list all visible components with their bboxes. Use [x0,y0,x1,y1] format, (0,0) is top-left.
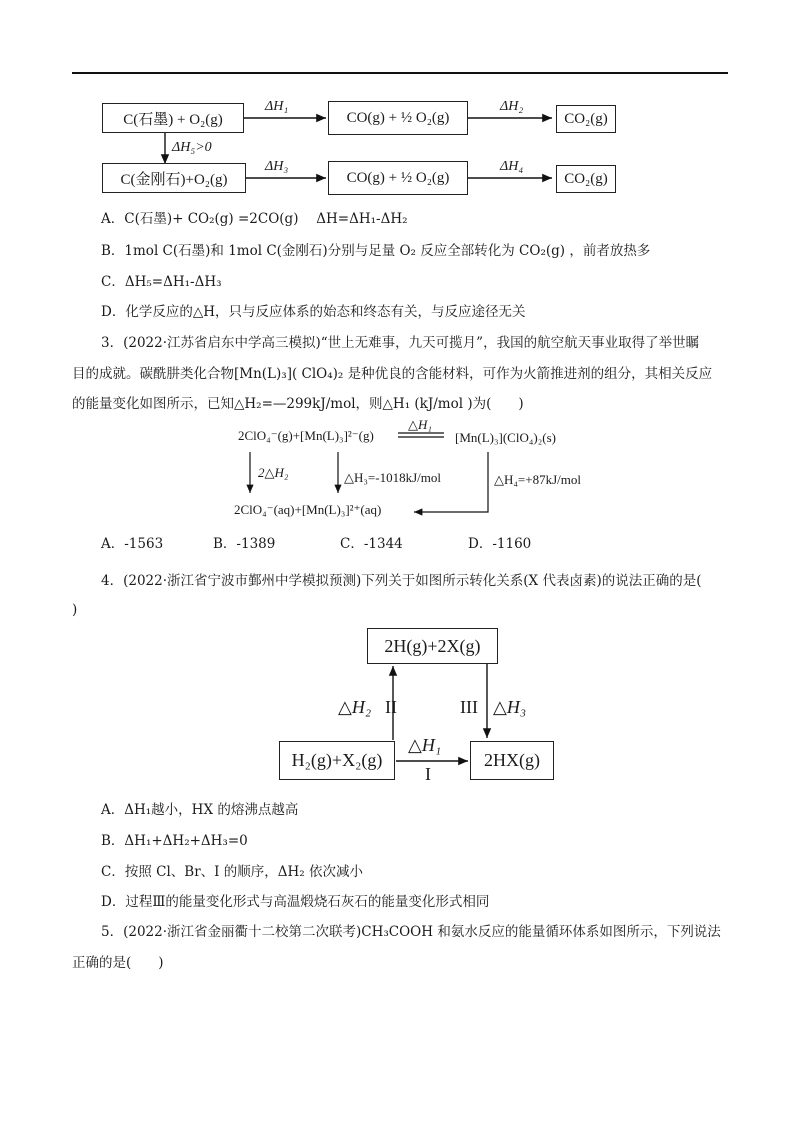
q3-left-top: 2ClO₄⁻(g)+[Mn(L)₃]²⁻(g) [238,428,374,443]
q2-option-c: C．ΔH₅=ΔH₁-ΔH₃ [101,274,222,290]
q4-stem-line2: ) [72,602,78,618]
q2-option-b: B．1mol C(石墨)和 1mol C(金刚石)分别与足量 O₂ 反应全部转化为 CO₂(g) ，前者放热多 [101,243,651,259]
q4-option-d: D．过程Ⅲ的能量变化形式与高温煅烧石灰石的能量变化形式相同 [101,894,490,910]
q3-stem-line1: 3．(2022·江苏省启东中学高三模拟)“世上无难事，九天可揽月”，我国的航空航天事业取得了举世瞩 [101,335,700,351]
q2-option-d: D．化学反应的△H，只与反应体系的始态和终态有关，与反应途径无关 [101,304,526,320]
q4-roman-ii: II [385,697,397,717]
q3-option-c: C．-1344 [340,536,403,552]
d1-box-co2-2: CO₂(g) [556,165,616,193]
q5-stem-line2: 正确的是( ) [72,955,164,971]
d1-box-co-2: CO(g) + ½ O₂(g) [328,161,468,195]
q3-dh1: △H₁ [408,417,432,432]
q3-stem-line2: 目的成就。碳酰肼类化合物[Mn(L)₃]( ClO₄)₂ 是种优良的含能材料，可作为火箭推进剂的组分，其相关反应 [72,366,713,382]
d1-box-co2-1: CO₂(g) [556,105,616,133]
q4-roman-i: I [425,764,431,784]
q3-right-top: [Mn(L)₃](ClO₄)₂(s) [455,430,556,445]
q4-box-hx: 2HX(g) [470,741,554,780]
q3-option-b: B．-1389 [213,536,276,552]
q4-box-atoms: 2H(g)+2X(g) [367,628,498,664]
q3-dh3: △H₃=-1018kJ/mol [344,470,441,485]
d1-dh3: ΔH₃ [265,159,289,174]
q4-roman-iii: III [460,697,478,717]
q3-dh2: 2△H₂ [258,465,289,480]
d1-box-graphite: C(石墨) + O₂(g) [102,103,244,133]
q4-stem-line1: 4．(2022·浙江省宁波市鄞州中学模拟预测)下列关于如图所示转化关系(X 代表卤素)的说法正确的是( [101,573,702,589]
q3-stem-line3: 的能量变化如图所示，已知△H₂=—299kJ/mol，则△H₁ (kJ/mol )为( ) [72,396,524,412]
q4-dh1: △H₁ [408,735,442,755]
q3-option-a: A．-1563 [101,536,164,552]
q4-box-molecules: H₂(g)+X₂(g) [279,741,395,780]
d1-box-co-1: CO(g) + ½ O₂(g) [328,101,468,135]
d1-dh1: ΔH₁ [265,99,289,114]
q3-option-d: D．-1160 [468,536,532,552]
q4-option-c: C．按照 Cl、Br、I 的顺序，ΔH₂ 依次减小 [101,864,363,880]
d1-box-diamond: C(金刚石)+O₂(g) [102,163,246,193]
d1-dh4: ΔH₄ [500,159,524,174]
q5-stem-line1: 5．(2022·浙江省金丽衢十二校第二次联考)CH₃COOH 和氨水反应的能量循环体系如图所示，下列说法 [101,924,721,940]
q3-bottom: 2ClO₄⁻(aq)+[Mn(L)₃]²⁺(aq) [234,502,382,517]
d1-dh2: ΔH₂ [500,99,524,114]
q4-dh3: △H₃ [493,697,527,717]
q2-option-a: A．C(石墨)+ CO₂(g) =2CO(g) ΔH=ΔH₁-ΔH₂ [101,211,408,227]
q3-dh4: △H₄=+87kJ/mol [494,472,581,487]
q4-option-b: B．ΔH₁+ΔH₂+ΔH₃=0 [101,833,248,849]
d1-dh5: ΔH₅>0 [172,140,212,155]
q4-dh2: △H₂ [338,697,372,717]
q4-option-a: A．ΔH₁越小，HX 的熔沸点越高 [101,802,299,818]
